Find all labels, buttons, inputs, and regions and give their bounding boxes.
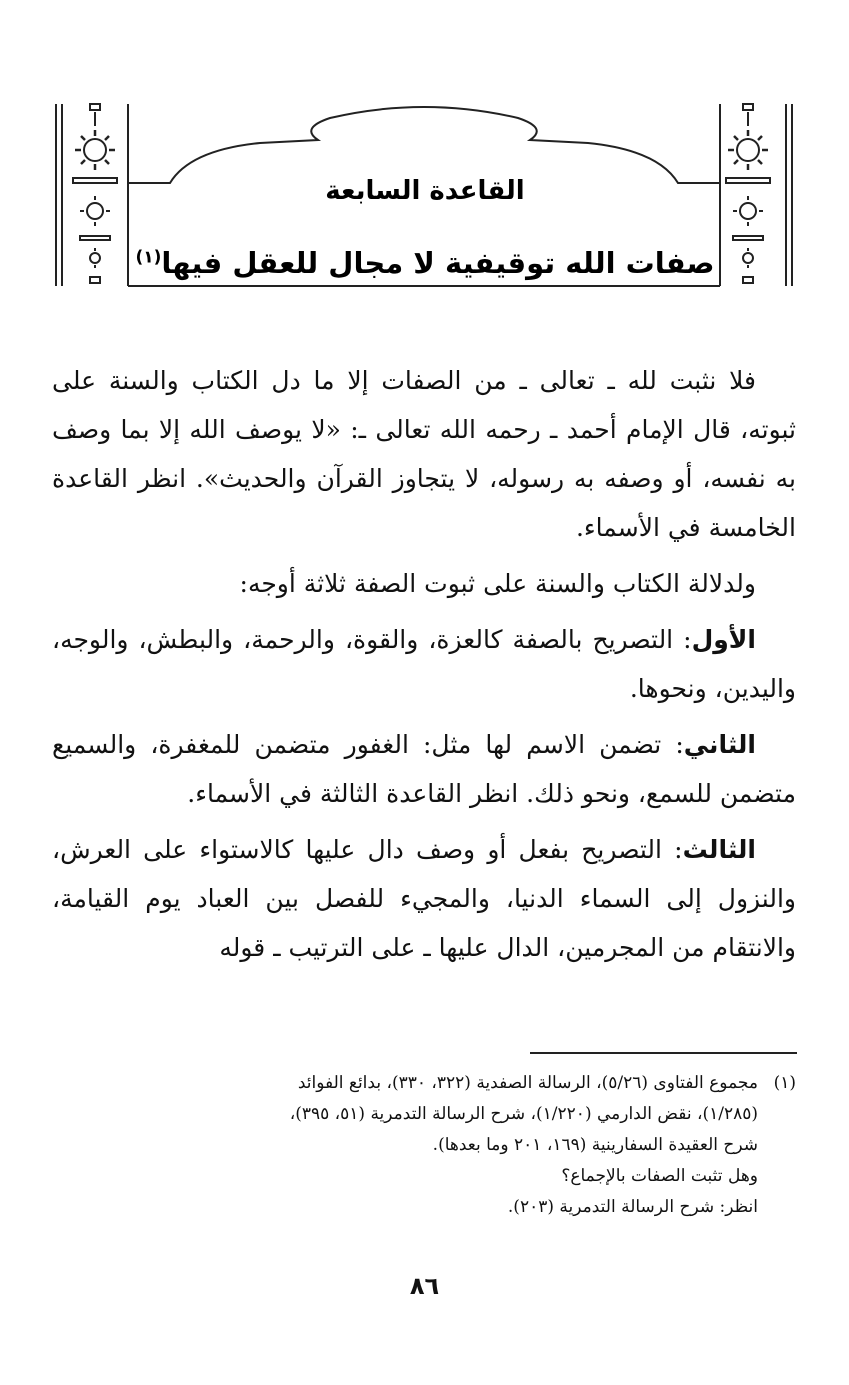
- first-way-label: الأول: [691, 625, 756, 654]
- footnote-1: [52, 1068, 796, 1099]
- paragraph-second-way: [52, 720, 796, 818]
- chapter-subtitle: [120, 246, 730, 280]
- second-way-text: : تضمن الاسم لها مثل: الغفور متضمن للمغفرة، والسميع متضمن للسمع، ونحو ذلك. انظر القاعدة الثالثة في الأسماء.: [52, 730, 796, 808]
- footnote-line: شرح العقيدة السفارينية (١٦٩، ٢٠١ وما بعدها).: [432, 1135, 758, 1155]
- footnote-line: مجموع الفتاوى (٥/٢٦)، الرسالة الصفدية (٣٢٢، ٣٣٠)، بدائع الفوائد: [297, 1073, 758, 1093]
- paragraph-first-way: [52, 615, 796, 713]
- footnote-line: (١/٢٨٥)، نقض الدارمي (١/٢٢٠)، شرح الرسالة التدمرية (٥١، ٣٩٥)،: [289, 1104, 758, 1124]
- paragraph-third-way: [52, 825, 796, 972]
- footnote-line: وهل تثبت الصفات بالإجماع؟: [561, 1166, 758, 1186]
- footnote-line: انظر: شرح الرسالة التدمرية (٢٠٣).: [507, 1197, 758, 1217]
- third-way-label: الثالث: [682, 835, 756, 864]
- chapter-subtitle-text: صفات الله توقيفية لا مجال للعقل فيها: [161, 246, 715, 280]
- right-sun-column: [726, 104, 770, 283]
- footnote-divider: [530, 1052, 797, 1054]
- second-way-label: الثاني: [683, 730, 756, 759]
- footnotes: [52, 1068, 796, 1223]
- paragraph-2: ولدلالة الكتاب والسنة على ثبوت الصفة ثلاثة أوجه:: [239, 569, 756, 598]
- page-number: ٨٦: [409, 1272, 440, 1300]
- footnote-marker: (١): [135, 247, 162, 268]
- footnote-number: (١): [773, 1073, 796, 1093]
- chapter-title: القاعدة السابعة: [325, 176, 525, 206]
- paragraph-1: فلا نثبت لله ـ تعالى ـ من الصفات إلا ما دل الكتاب والسنة على ثبوته، قال الإمام أحمد ـ رحمه الله تعالى ـ: «لا يوصف الله إلا بما وصف به نفسه، أو وصفه به رسوله، لا يتجاوز القرآن والحديث». انظر القاعدة الخامسة في الأسماء.: [52, 366, 796, 542]
- first-way-text: : التصريح بالصفة كالعزة، والقوة، والرحمة، والبطش، والوجه، واليدين، ونحوها.: [52, 625, 796, 703]
- left-sun-column: [73, 104, 117, 283]
- third-way-text: : التصريح بفعل أو وصف دال عليها كالاستواء على العرش، والنزول إلى السماء الدنيا، والمجيء للفصل بين العباد يوم القيامة، والانتقام من المجرمين، الدال عليها ـ على الترتيب ـ قوله: [52, 835, 796, 962]
- body-text: [52, 356, 796, 979]
